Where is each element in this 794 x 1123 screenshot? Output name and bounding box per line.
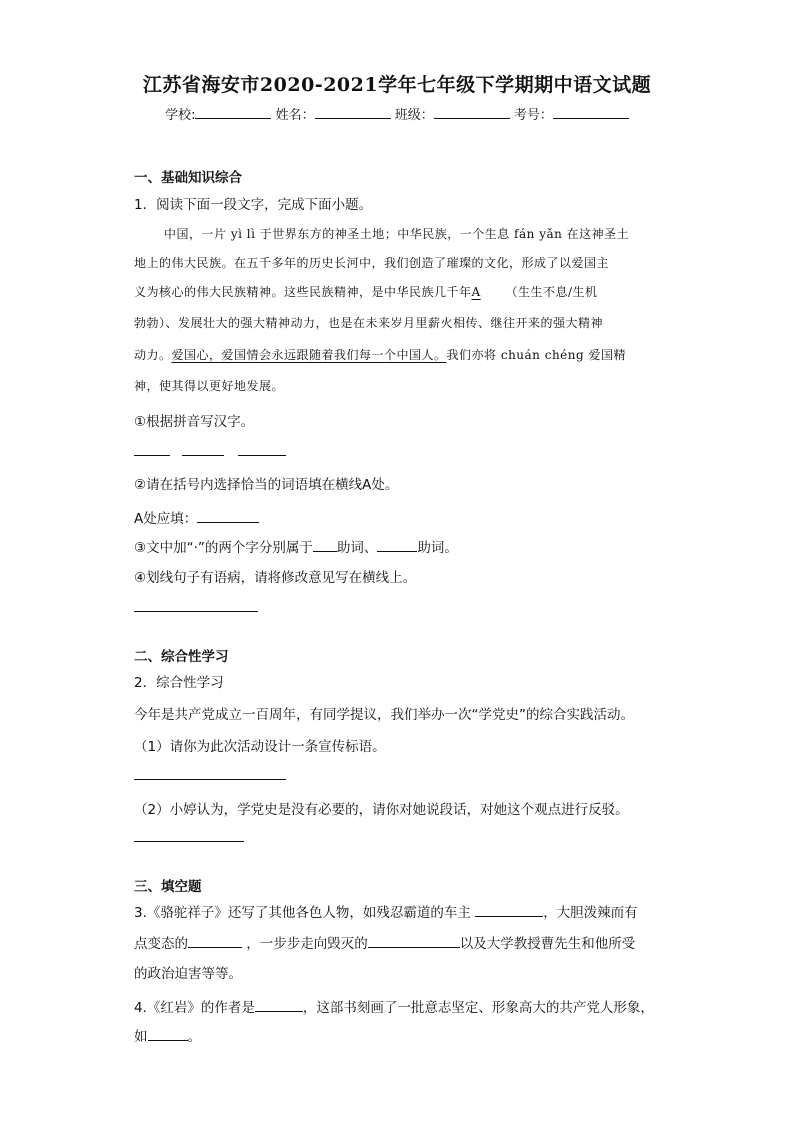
sub-question: ①根据拼音写汉字。 [134,414,255,430]
answer-blank[interactable] [134,611,258,612]
question-3 [134,932,635,952]
question-text: 3.《骆驼祥子》还写了其他各色人物，如残忍霸道的车主 [134,905,471,921]
school-blank[interactable] [195,106,271,119]
school-label: 学校: [165,108,196,123]
question-text: 如 [134,1029,148,1045]
passage-line: 勃勃）、发展壮大的强大精神动力，也是在未来岁月里薪火相传、继往开来的强大精神 [134,316,604,330]
passage-line [134,283,598,300]
question-text: ，一步步走向毁灭的 [246,936,368,952]
answer-blank[interactable] [134,455,170,456]
answer-blank[interactable] [188,935,242,948]
question-text: ，大胆泼辣而有 [543,905,638,921]
class-label: 班级： [394,108,434,123]
sub-question: （1）请你为此次活动设计一条宣传标语。 [134,739,386,755]
sub-question: （2）小婷认为，学党史是没有必要的，请你对她说段话，对她这个观点进行反驳。 [134,802,629,818]
question-text: 。 [187,1029,201,1045]
passage-text: 动力。 [134,348,172,362]
question-text: ③文中加“·”的两个字分别属于 [134,540,313,556]
answer-blank[interactable] [148,1028,188,1041]
question-3: 的政治迫害等等。 [134,966,242,982]
sub-question: ④划线句子有语病，请将修改意见写在横线上。 [134,570,417,586]
question-text: 点变态的 [134,936,188,952]
student-info [0,104,794,123]
answer-blank[interactable] [182,455,224,456]
answer-blank[interactable] [197,510,259,523]
question-text: 今年是共产党成立一百周年，有同学提议，我们举办一次“学党史”的综合实践活动。 [134,707,634,723]
fill-label [134,507,259,527]
page-title: 江苏省海安市2020-2021学年七年级下学期期中语文试题 [142,74,652,96]
passage-text: （生生不息/生机 [505,285,598,299]
question-3 [134,901,638,921]
sub-question [134,536,458,556]
passage-text: 我们亦将 chuán chéng 爱国精 [446,348,626,362]
section-heading: 三、填空题 [134,879,202,895]
passage-line: 神，使其得以更好地发展。 [134,379,285,393]
question-text: 助词、 [336,540,378,556]
passage-text: 义为核心的伟大民族精神。这些民族精神，是中华民族几千年 [134,285,472,299]
question-text: ，这部书刻画了一批意志坚定、形象高大的共产党人形象， [302,1000,654,1016]
answer-blank[interactable] [238,455,286,456]
question-text: 4.《红岩》的作者是 [134,1000,255,1016]
passage-line: 地上的伟大民族。在五千多年的历史长河中，我们创造了璀璨的文化，形成了以爱国主 [134,256,610,270]
answer-blank[interactable] [368,935,460,948]
passage-line: 中国，一片 yì lì 于世界东方的神圣土地；中华民族，一个生息 fán yǎn 在这神圣土 [164,227,630,241]
section-heading: 二、综合性学习 [134,649,229,665]
question-2-stem: 2．综合性学习 [134,675,224,691]
question-text: 以及大学教授曹先生和他所受 [459,936,636,952]
question-1-stem: 1．阅读下面一段文字，完成下面小题。 [134,197,373,213]
number-blank[interactable] [553,106,629,119]
sub-question: ②请在括号内选择恰当的词语填在横线A处。 [134,477,399,493]
name-label: 姓名： [275,108,315,123]
answer-blank[interactable] [377,539,417,552]
question-4 [134,1025,201,1045]
question-text: 助词。 [417,540,458,556]
class-blank[interactable] [434,106,510,119]
answer-blank[interactable] [134,779,286,780]
answer-blank[interactable] [313,539,337,552]
section-heading: 一、基础知识综合 [134,170,242,186]
answer-blank[interactable] [255,999,303,1012]
number-label: 考号： [513,108,553,123]
answer-blank[interactable] [475,904,543,917]
question-4 [134,996,654,1016]
fill-text: A处应填： [134,511,198,527]
blank-a[interactable]: A [471,285,481,299]
underlined-sentence: 爱国心，爱国情会永远跟随着我们每一个中国人。 [171,348,447,362]
name-blank[interactable] [315,106,391,119]
passage-line [134,346,626,363]
answer-blank[interactable] [134,841,244,842]
